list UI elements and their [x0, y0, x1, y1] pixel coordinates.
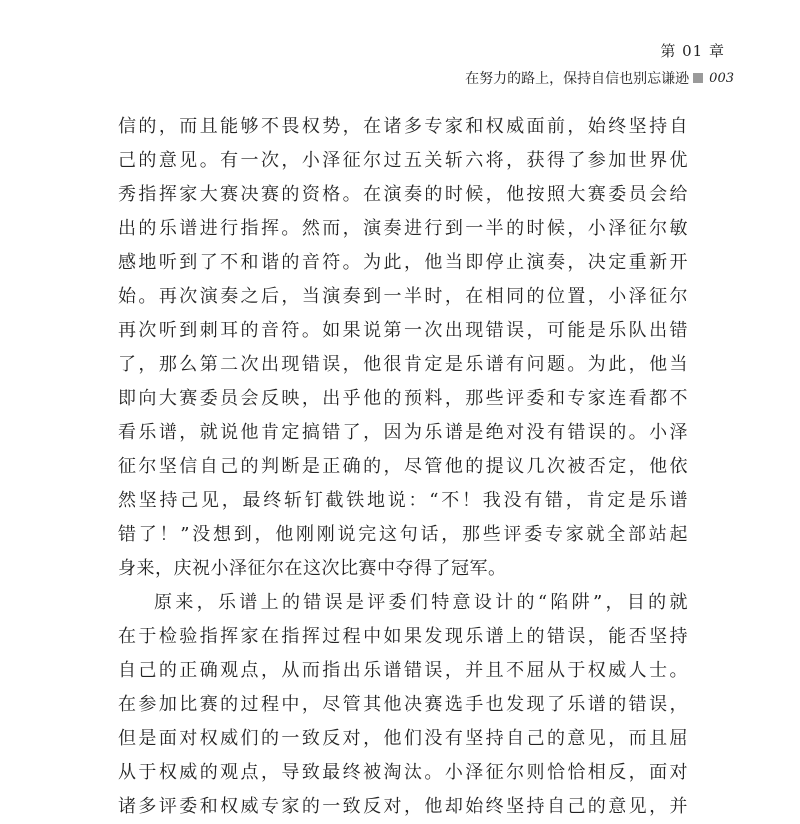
page-number: 003 [709, 70, 734, 86]
text-line: 错了！”没想到，他刚刚说完这句话，那些评委专家就全部站起 [118, 524, 688, 545]
text-line: 感地听到了不和谐的音符。为此，他当即停止演奏，决定重新开 [118, 252, 688, 273]
paragraph [118, 586, 688, 824]
text-line: 秀指挥家大赛决赛的资格。在演奏的时候，他按照大赛委员会给 [118, 184, 688, 205]
text-line: 在参加比赛的过程中，尽管其他决赛选手也发现了乐谱的错误， [118, 694, 688, 715]
text-line: 再次听到刺耳的音符。如果说第一次出现错误，可能是乐队出错 [118, 320, 688, 341]
text-line: 出的乐谱进行指挥。然而，演奏进行到一半的时候，小泽征尔敏 [118, 218, 688, 239]
text-line: 了，那么第二次出现错误，他很肯定是乐谱有问题。为此，他当 [118, 354, 688, 375]
text-line: 诸多评委和权威专家的一致反对，他却始终坚持自己的意见，并 [118, 796, 688, 817]
text-line: 始。再次演奏之后，当演奏到一半时，在相同的位置，小泽征尔 [118, 286, 688, 307]
text-line: 自己的正确观点，从而指出乐谱错误，并且不屈从于权威人士。 [118, 660, 688, 681]
text-line: 然坚持己见，最终斩钉截铁地说：“不！我没有错，肯定是乐谱 [118, 490, 688, 511]
text-line: 信的，而且能够不畏权势，在诸多专家和权威面前，始终坚持自 [118, 116, 688, 137]
running-head [465, 68, 734, 88]
text-line: 但是面对权威们的一致反对，他们没有坚持自己的意见，而且屈 [118, 728, 688, 749]
text-line: 从于权威的观点，导致最终被淘汰。小泽征尔则恰恰相反，面对 [118, 762, 688, 783]
text-line: 己的意见。有一次，小泽征尔过五关斩六将，获得了参加世界优 [118, 150, 688, 171]
text-line: 原来，乐谱上的错误是评委们特意设计的“陷阱”，目的就 [154, 592, 688, 613]
body-text [118, 110, 688, 824]
paragraph [118, 110, 688, 586]
text-line: 看乐谱，就说他肯定搞错了，因为乐谱是绝对没有错误的。小泽 [118, 422, 688, 443]
chapter-label: 第 01 章 [660, 42, 725, 60]
text-line: 身来，庆祝小泽征尔在这次比赛中夺得了冠军。 [118, 558, 507, 579]
running-title: 在努力的路上，保持自信也别忘谦逊 [465, 71, 690, 87]
separator-square-icon [693, 73, 703, 83]
text-line: 即向大赛委员会反映，出乎他的预料，那些评委和专家连看都不 [118, 388, 688, 409]
text-line: 征尔坚信自己的判断是正确的，尽管他的提议几次被否定，他依 [118, 456, 688, 477]
text-line: 在于检验指挥家在指挥过程中如果发现乐谱上的错误，能否坚持 [118, 626, 688, 647]
